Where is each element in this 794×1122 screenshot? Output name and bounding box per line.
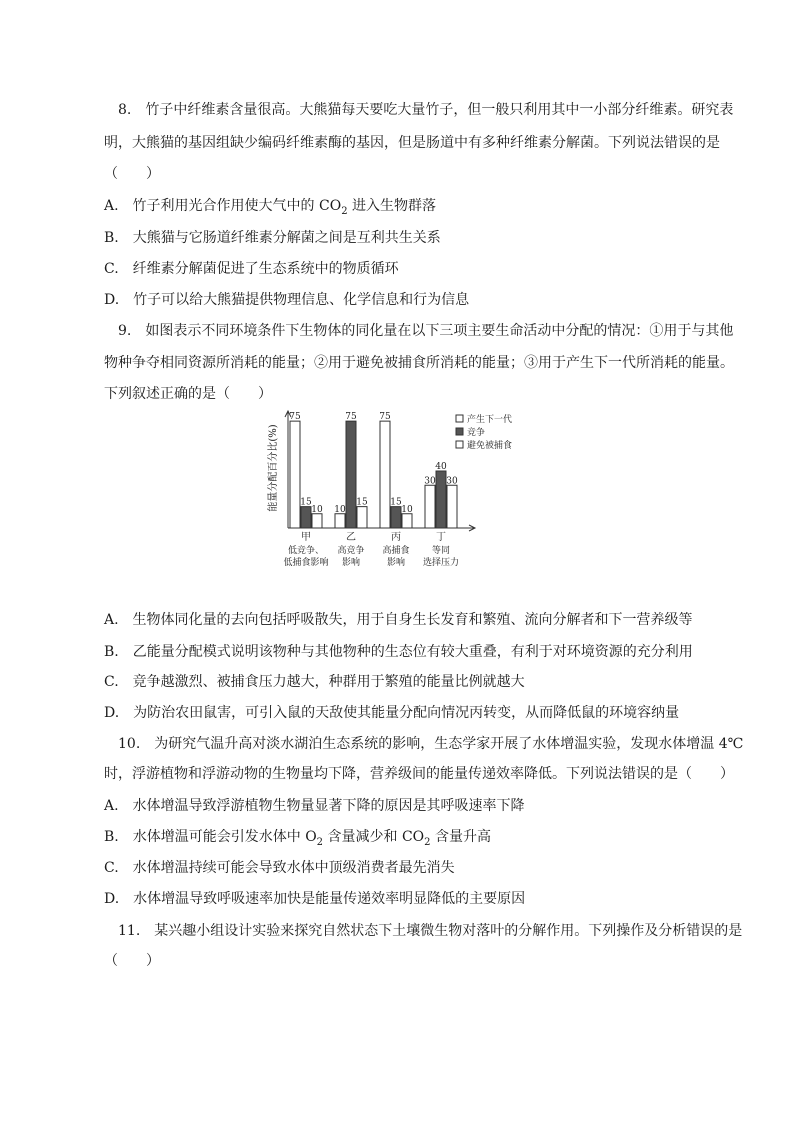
chart-bar bbox=[425, 485, 435, 528]
q10-option-b-text: B. 水体增温可能会引发水体中 O bbox=[104, 829, 317, 845]
chart-bar bbox=[312, 514, 322, 528]
chart-category-note: 低捕食影响 bbox=[283, 558, 329, 568]
chart-category-note: 等同 bbox=[431, 546, 451, 556]
q9-option-b: B. 乙能量分配模式说明该物种与其他物种的生态位有较大重叠，有利于对环境资源的充分利用 bbox=[104, 644, 693, 660]
chart-data-label: 15 bbox=[300, 497, 312, 508]
chart-data-label: 15 bbox=[390, 497, 402, 508]
chart-legend-swatch bbox=[456, 415, 463, 422]
q10-option-d: D. 水体增温导致呼吸速率加快是能量传递效率明显降低的主要原因 bbox=[104, 891, 526, 907]
chart-data-label: 75 bbox=[289, 412, 301, 423]
q11-answer-paren: （ ） bbox=[104, 953, 160, 969]
q11-stem-line1: 11. 某兴趣小组设计实验来探究自然状态下土壤微生物对落叶的分解作用。下列操作及分析错误的是 bbox=[118, 923, 743, 939]
chart-bar bbox=[301, 507, 311, 528]
q10-option-b-text-mid: 含量减少和 CO bbox=[323, 829, 425, 845]
chart-data-label: 75 bbox=[379, 412, 391, 423]
q10-stem-line2: 时，浮游植物和浮游动物的生物量均下降，营养级间的能量传递效率降低。下列说法错误的是（ ） bbox=[104, 766, 734, 782]
q10-option-b-text-end: 含量升高 bbox=[430, 829, 491, 845]
chart-data-label: 10 bbox=[334, 504, 346, 515]
energy-allocation-chart bbox=[258, 408, 558, 578]
q8-answer-paren: （ ） bbox=[104, 166, 160, 182]
q9-stem-line2: 物种争夺相同资源所消耗的能量；②用于避免被捕食所消耗的能量；③用于产生下一代所消耗的能量。 bbox=[104, 355, 734, 371]
chart-bar bbox=[346, 421, 356, 528]
chart-category-label: 丙 bbox=[391, 532, 401, 543]
chart-legend-swatch bbox=[456, 441, 463, 448]
chart-bar bbox=[402, 514, 412, 528]
chart-bar bbox=[447, 485, 457, 528]
chart-data-label: 30 bbox=[446, 476, 458, 487]
chart-data-label: 15 bbox=[356, 497, 368, 508]
chart-data-label: 75 bbox=[345, 412, 357, 423]
chart-bar bbox=[391, 507, 401, 528]
chart-legend-label: 避免被捕食 bbox=[467, 441, 513, 451]
chart-bar bbox=[335, 514, 345, 528]
chart-category-note: 高捕食 bbox=[382, 546, 410, 556]
q8-option-b: B. 大熊猫与它肠道纤维素分解菌之间是互利共生关系 bbox=[104, 230, 441, 246]
chart-data-label: 40 bbox=[435, 462, 447, 472]
chart-category-note: 低竞争、 bbox=[287, 546, 325, 556]
chart-legend-label: 竞争 bbox=[467, 428, 486, 438]
q8-option-d: D. 竹子可以给大熊猫提供物理信息、化学信息和行为信息 bbox=[104, 292, 470, 308]
q8-stem-line2: 明，大熊猫的基因组缺少编码纤维素酶的基因，但是肠道中有多种纤维素分解菌。下列说法错误的是 bbox=[104, 135, 720, 151]
chart-bar bbox=[380, 421, 390, 528]
q10-option-b-subscript-2: 2 bbox=[424, 836, 431, 848]
q10-stem-line1: 10. 为研究气温升高对淡水湖泊生态系统的影响，生态学家开展了水体增温实验，发现水体增温 4℃ bbox=[118, 736, 744, 752]
q8-option-a-text-end: 进入生物群落 bbox=[347, 198, 437, 214]
q9-stem-line1: 9. 如图表示不同环境条件下生物体的同化量在以下三项主要生命活动中分配的情况：①用于与其他 bbox=[118, 323, 734, 339]
q8-option-c: C. 纤维素分解菌促进了生态系统中的物质循环 bbox=[104, 261, 399, 277]
q10-option-c: C. 水体增温持续可能会导致水体中顶级消费者最先消失 bbox=[104, 860, 455, 876]
q9-option-c: C. 竞争越激烈、被捕食压力越大，种群用于繁殖的能量比例就越大 bbox=[104, 674, 525, 690]
chart-legend-swatch bbox=[456, 428, 463, 435]
q10-option-b-subscript-1: 2 bbox=[316, 836, 324, 848]
q9-stem-line3: 下列叙述正确的是（ ） bbox=[104, 386, 272, 402]
q9-option-d: D. 为防治农田鼠害，可引入鼠的天敌使其能量分配向情况丙转变，从而降低鼠的环境容纳量 bbox=[104, 705, 680, 721]
chart-category-label: 甲 bbox=[301, 532, 311, 543]
q8-option-a bbox=[104, 196, 714, 216]
q9-option-a: A. 生物体同化量的去向包括呼吸散失，用于自身生长发育和繁殖、流向分解者和下一营养级等 bbox=[104, 612, 693, 628]
chart-legend-label: 产生下一代 bbox=[467, 415, 513, 425]
chart-category-note: 影响 bbox=[386, 558, 406, 568]
q8-stem-line1: 8. 竹子中纤维素含量很高。大熊猫每天要吃大量竹子，但一般只利用其中一小部分纤维素。研究表 bbox=[118, 102, 734, 118]
q10-option-b bbox=[104, 827, 714, 847]
chart-data-label: 10 bbox=[311, 504, 323, 515]
q8-option-a-subscript: 2 bbox=[341, 205, 348, 217]
chart-category-note: 高竞争 bbox=[337, 546, 365, 556]
chart-y-axis-label: 能量分配百分比(%) bbox=[268, 424, 279, 512]
chart-category-note: 影响 bbox=[341, 558, 361, 568]
chart-data-label: 30 bbox=[424, 476, 436, 487]
q8-option-a-text: A. 竹子利用光合作用使大气中的 CO bbox=[104, 198, 342, 214]
chart-category-note: 选择压力 bbox=[422, 558, 460, 568]
chart-bar bbox=[357, 507, 367, 528]
chart-category-label: 乙 bbox=[346, 532, 356, 543]
q10-option-a: A. 水体增温导致浮游植物生物量显著下降的原因是其呼吸速率下降 bbox=[104, 798, 525, 814]
chart-data-label: 10 bbox=[401, 504, 413, 515]
chart-bar bbox=[436, 471, 446, 528]
chart-category-label: 丁 bbox=[436, 532, 446, 543]
chart-bar bbox=[290, 421, 300, 528]
